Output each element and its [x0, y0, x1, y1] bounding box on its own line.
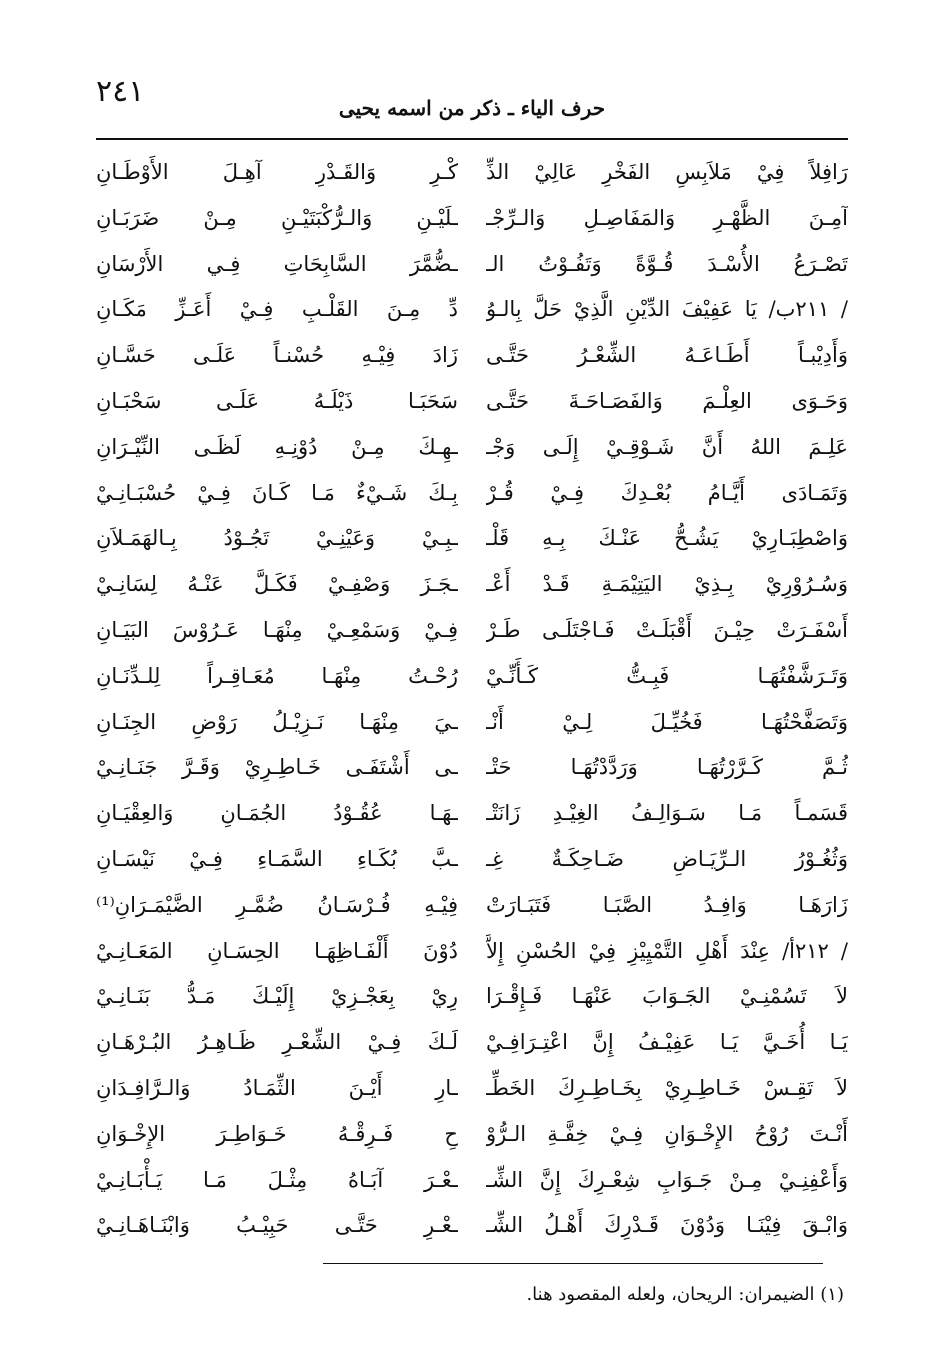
verse-second-hemistich: ـبَّ بُكَـاءِ السَّمَـاءِ فِـيْ نَيْسَـانِ	[96, 846, 458, 871]
verse-first-hemistich: وَتَصَفَّحْتُهَـا فَخُيِّـلَ لِـيْ أَنْـ	[486, 709, 848, 734]
verse-first-hemistich: أَسْفَـرَتْ حِيْـنَ أَقْبَلَـتْ فَـاجْتَلَـى طَـرْ	[486, 617, 848, 642]
verse-second-hemistich: ـى أَشْتَفَـى خَـاطِـرِيْ وَقَـرَّ جَنَـانِـيْ	[96, 755, 458, 780]
verse-line	[96, 608, 848, 654]
verse-second-hemistich: ـبِـيْ وَعَيْنِـيْ تَجُـوْدُ بِـالهَمَـلاَنِ	[96, 526, 458, 551]
verse-first-hemistich: أَنْـتَ رُوْحُ الإِخْـوَانِ فِـيْ خِفَّـةِ الـرُّوْ	[486, 1121, 848, 1146]
verse-first-hemistich: آمِـنَ الظَّهْـرِ وَالمَفَاصِـلِ وَالـرِّجْـ	[486, 205, 848, 230]
verse-first-hemistich: عَلِـمَ اللهُ أَنَّ شَـوْقِـيْ إِلَـى وَجْـ	[486, 434, 848, 459]
verse-first-hemistich: تَصْـرَعُ الأُسْـدَ قُـوَّةً وَتَفُـوْتُ الـ	[486, 251, 848, 276]
verse-second-hemistich: ـضُّمَّرَ السَّابِحَاتِ فِـي الأَرْسَانِ	[96, 251, 458, 276]
verse-second-hemistich: بِـكَ شَـيْءٌ مَـا كَـانَ فِـيْ حُسْبَـانِـيْ	[96, 480, 458, 505]
verse-first-hemistich: رَافِلاً فِيْ مَلاَبِسِ الفَخْرِ عَالِيْ الذِّ	[486, 160, 848, 184]
verse-line	[96, 1158, 848, 1204]
verse-first-hemistich: زَارَهَـا وَافِـدُ الصَّبَـا فَتَبَـارَتْ	[486, 892, 848, 917]
page-number: ٢٤١	[96, 74, 145, 109]
verse-second-hemistich: رُحْـتُ مِنْهَـا مُعَـاقِـراً لِلـدِّنَـانِ	[96, 663, 458, 688]
verse-first-hemistich: / ٢١٢أ/ عِنْدَ أَهْلِ التَّمْيِيْزِ فِيْ الحُسْنِ إِلاَّ	[486, 938, 848, 963]
verse-line	[96, 379, 848, 425]
verse-second-hemistich: دُوْنَ أَلْفَـاظِهَـا الحِسَـانِ المَعَـانِـيْ	[96, 938, 458, 963]
verse-first-hemistich: وَثُغُـوْرُ الـرِّيَـاضِ ضَـاحِكَـةٌ غِـ	[486, 846, 848, 871]
verse-second-hemistich: ـلَيْـنِ وَالـرُّكْبَتَيْـنِ مِـنْ ضَرَبَـانِ	[96, 205, 458, 230]
verse-line	[96, 333, 848, 379]
verse-line	[96, 1112, 848, 1158]
verse-second-hemistich: دِّ مِـنَ القَلْـبِ فِـيْ أَعَـزِّ مَكَـانِ	[96, 297, 458, 322]
verse-second-hemistich: ـجَـزَ وَصْفِـيْ فَكَـلَّ عَنْـهُ لِسَانِـيْ	[96, 572, 458, 597]
header-rule	[96, 138, 848, 140]
footnote: (١) الضيمران: الريحان، ولعله المقصود هنا.	[526, 1284, 844, 1305]
verse-line	[96, 287, 848, 333]
verse-line	[96, 150, 848, 196]
verse-second-hemistich: كْـرِ وَالقَـدْرِ آهِـلَ الأَوْطَـانِ	[96, 160, 458, 184]
running-head: حرف الياء ـ ذكر من اسمه يحيى	[338, 96, 606, 120]
verse-first-hemistich: / ٢١١ب/ يَا عَفِيْفَ الدِّيْنِ الَّذِيْ حَلَّ بِالـوُ	[486, 297, 848, 322]
verse-line	[96, 745, 848, 791]
verse-line	[96, 929, 848, 975]
verse-second-hemistich: حِ فَـرِقْـهُ خَـوَاطِـرَ الإِخْـوَانِ	[96, 1121, 458, 1146]
verse-line	[96, 1020, 848, 1066]
verse-first-hemistich: وَاصْطِبَـارِيْ يَشُـحُّ عَنْـكَ بِـهِ قَلْـ	[486, 526, 848, 551]
verse-first-hemistich: وَتَـرَشَّفْتُهَـا فَبِـتُّ كَـأَنِّـيْ	[486, 663, 848, 688]
verse-second-hemistich: لَـكَ فِـيْ الشِّعْـرِ ظَـاهِـرُ البُـرْهَـانِ	[96, 1030, 458, 1055]
verse-second-hemistich: سَحَبَـا ذَيْلَـهُ عَلَـى سَحْبَـانِ	[96, 388, 458, 413]
verse-line	[96, 196, 848, 242]
verse-line	[96, 516, 848, 562]
verse-line	[96, 242, 848, 288]
verse-line	[96, 791, 848, 837]
verse-line	[96, 1203, 848, 1249]
verse-line	[96, 837, 848, 883]
verse-first-hemistich: وَتَمَـادَى أَيَّـامُ بُعْـدِكَ فِـيْ قُـرْ	[486, 480, 848, 505]
verse-first-hemistich: لاَ تَسُمْنِـيْ الجَـوَابَ عَنْهَـا فَـإِقْـرَا	[486, 984, 848, 1009]
verse-second-hemistich: ـعْـرِ حَتَّـى حَبِيْـبُ وَابْنَـاهَـانِـيْ	[96, 1213, 458, 1238]
verse-first-hemistich: قَسَمـاً مَـا سَـوَالِـفُ الغِيْـدِ زَانَتْـ	[486, 801, 848, 826]
verse-second-hemistich: ـيَ مِنْهَـا نَـزِيْـلُ رَوْضِ الجِنَـانِ	[96, 709, 458, 734]
verse-second-hemistich: ـهِـكَ مِـنْ دُوْنِـهِ لَظَـى النِّيْـرَانِ	[96, 434, 458, 459]
verse-first-hemistich: ثُـمَّ كَـرَّرْتُهَـا وَرَدَّدْتُهَـا حَتْـ	[486, 755, 848, 780]
verse-first-hemistich: وَابْـقَ فِيْنَـا وَدُوْنَ قَـدْرِكَ أَهْـلُ الشِّـ	[486, 1213, 848, 1238]
verse-first-hemistich: لاَ تَقِـسْ خَـاطِـرِيْ بِخَـاطِـرِكَ الخَطِّـ	[486, 1075, 848, 1100]
verse-second-hemistich: رِيْ بِعَجْـزِيْ إِلَيْـكَ مَـدُّ بَنَـانِـيْ	[96, 984, 458, 1009]
verse-second-hemistich: ـعْـرَ آبَـاهُ مِثْـلَ مَـا يَـأْبَـانِـيْ	[96, 1167, 458, 1192]
verse-first-hemistich: وَأَعْفِنِـيْ مِـنْ جَـوَابِ شِعْـرِكَ إِنَّ الشِّـ	[486, 1167, 848, 1192]
verse-first-hemistich: وَأَدِيْبـاً أَطَـاعَـهُ الشِّعْـرُ حَتَّـى	[486, 343, 848, 368]
verse-first-hemistich: وَسُـرُوْرِيْ بِـذِيْ اليَتِيْمَـةِ قَـدْ أَعْـ	[486, 572, 848, 597]
verse-line	[96, 883, 848, 929]
verse-second-hemistich: ـارِ أَيْـنَ الثِّمَـادُ وَالـرَّافِـدَانِ	[96, 1075, 458, 1100]
verse-second-hemistich: ـهَـا عُقُـوْدُ الجُمَـانِ وَالعِقْيَـانِ	[96, 801, 458, 826]
footnote-rule	[323, 1263, 823, 1264]
verse-line	[96, 471, 848, 517]
verse-first-hemistich: وَحَـوَى العِلْـمَ وَالفَصَـاحَـةَ حَتَّـى	[486, 388, 848, 413]
verse-second-hemistich: فِيْـهِ فُـرْسَـانُ ضُمَّـرِ الضَّيْمَـرَانِ⁽¹⁾	[96, 892, 458, 917]
verse-line	[96, 1066, 848, 1112]
verse-line	[96, 654, 848, 700]
verse-line	[96, 425, 848, 471]
verse-second-hemistich: زَادَ فِيْـهِ حُسْنـاً عَلَـى حَسَّـانِ	[96, 343, 458, 368]
verse-first-hemistich: يَـا أُخَـيَّ يَـا عَفِيْـفُ إِنَّ اعْتِـرَافِـيْ	[486, 1030, 848, 1055]
poem-body	[96, 150, 848, 1249]
verse-second-hemistich: فِـيْ وَسَمْعِـيْ مِنْهَـا عَـرُوْسَ البَيَـانِ	[96, 617, 458, 642]
verse-line	[96, 700, 848, 746]
verse-line	[96, 562, 848, 608]
verse-line	[96, 974, 848, 1020]
